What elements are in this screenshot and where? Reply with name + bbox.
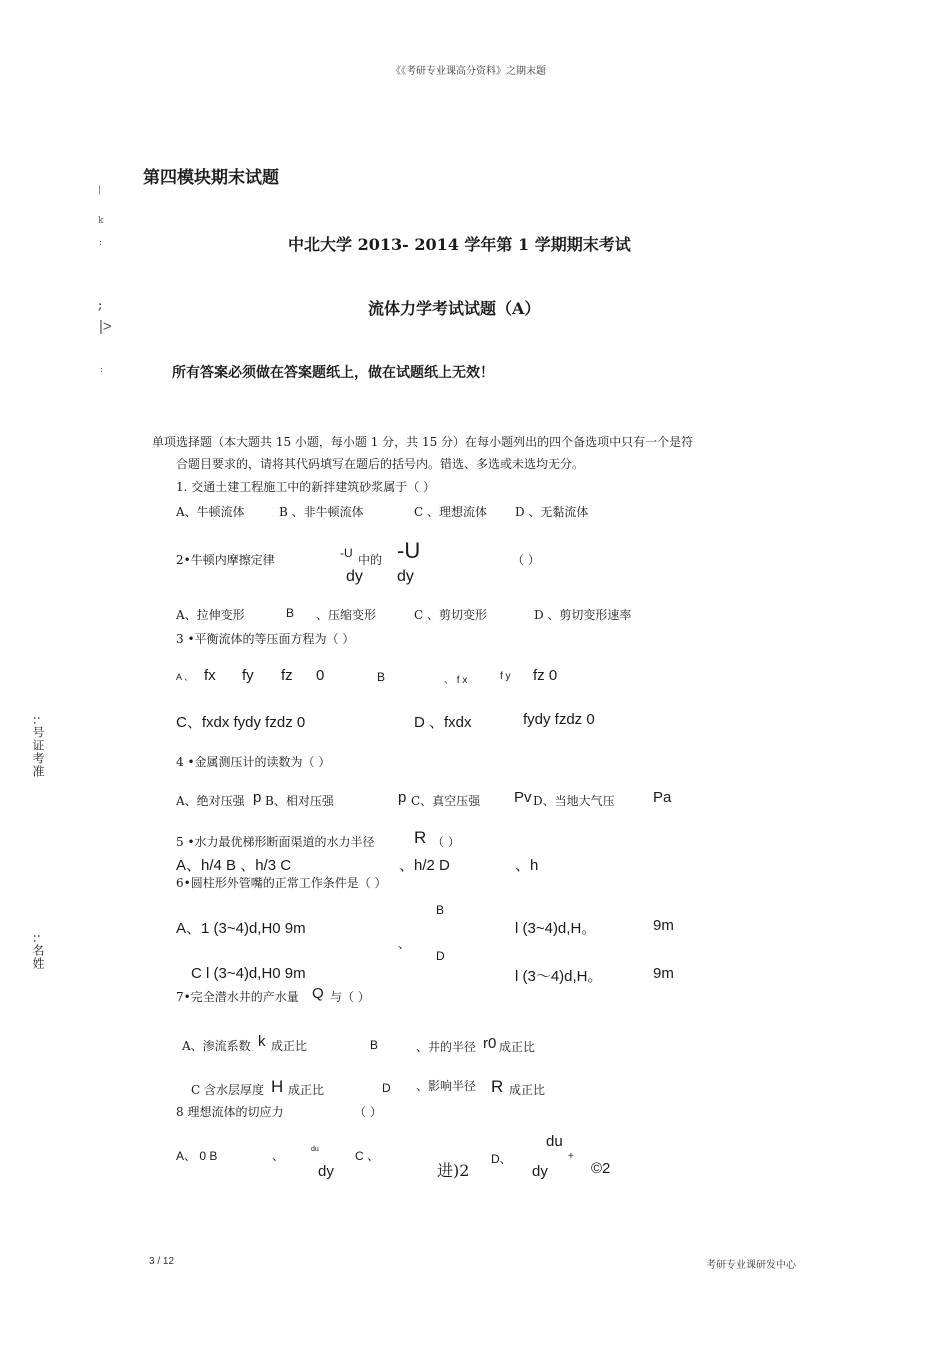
q3-option-c: C、fxdx fydy fzdz 0 xyxy=(176,714,306,731)
q3-a-fz: fz xyxy=(281,667,293,684)
q6-separator: 、 xyxy=(398,937,411,951)
q2-answer-paren: （ ） xyxy=(512,553,540,567)
q7-Q-symbol: Q xyxy=(312,985,324,1002)
q8-d-denominator: dy xyxy=(532,1163,548,1180)
question-8: 8 理想流体的切应力 xyxy=(176,1105,284,1119)
binding-mark: ; xyxy=(98,298,103,313)
q4-option-a: A、绝对压强 xyxy=(176,794,245,808)
q3-option-d: fydy fzdz 0 xyxy=(523,711,595,728)
q3-b-fx: 、 f x xyxy=(444,675,468,686)
q6-option-d-tail: 9m xyxy=(653,965,674,982)
q6-option-b-label: B xyxy=(436,903,445,917)
q7-text-tail: 与（ ） xyxy=(330,990,370,1004)
q3-a-fy: fy xyxy=(242,667,254,684)
page-number: 3 / 12 xyxy=(149,1256,175,1267)
q3-a-zero: 0 xyxy=(316,667,325,684)
q3-a-fx: fx xyxy=(204,667,216,684)
q4-pv-symbol: Pv xyxy=(514,789,532,806)
q7-R-symbol: R xyxy=(491,1077,504,1096)
q2-option-b: 、压缩变形 xyxy=(316,608,377,622)
q7-option-a: A、渗流系数 xyxy=(182,1039,251,1053)
name-label: :.名姓 xyxy=(31,934,45,970)
running-header: 《《考研专业课高分资料》之期末题 xyxy=(391,66,546,77)
q1-option-c: C 、理想流体 xyxy=(414,505,487,519)
question-4: 4 •金属测压计的读数为（ ） xyxy=(176,755,331,769)
q8-option-ab: A、 0 B xyxy=(176,1149,218,1163)
binding-mark: k xyxy=(98,216,104,226)
q5-option-d: 、h xyxy=(515,857,539,874)
q8-plus: + xyxy=(568,1151,574,1162)
q4-p-symbol-2: p xyxy=(398,789,407,806)
footer-org: 考研专业课研发中心 xyxy=(706,1260,796,1271)
q2-option-b-label: B xyxy=(286,606,295,620)
question-6: 6•圆柱形外管嘴的正常工作条件是（ ） xyxy=(176,876,387,890)
q2-option-d: D 、剪切变形速率 xyxy=(534,608,632,622)
q4-option-d: D、当地大气压 xyxy=(533,794,615,808)
q7-option-c-tail: 成正比 xyxy=(288,1083,325,1097)
q7-option-d-tail: 成正比 xyxy=(509,1083,546,1097)
question-3: 3 •平衡流体的等压面方程为（ ） xyxy=(176,632,355,646)
section-instructions-line2: 合题目要求的，请将其代码填写在题后的括号内。错选、多选或未选均无分。 xyxy=(176,457,585,471)
q8-option-c: 进)2 xyxy=(437,1161,470,1180)
q1-option-b: B 、非牛顿流体 xyxy=(279,505,364,519)
q7-option-c: C 含水层厚度 xyxy=(191,1083,264,1097)
q4-option-b: B、相对压强 xyxy=(265,794,334,808)
q4-p-symbol: p xyxy=(253,789,262,806)
section-instructions-line1: 单项选择题（本大题共 15 小题，每小题 1 分，共 15 分）在每小题列出的四个备选项中只有一个是符 xyxy=(152,435,694,449)
paper-title: 流体力学考试试题（A） xyxy=(368,299,541,318)
q8-b-numerator: du xyxy=(311,1146,319,1153)
binding-mark: : xyxy=(100,365,104,375)
q6-option-a: A、1 (3~4)d,H0 9m xyxy=(176,920,306,937)
notice: 所有答案必须做在答案题纸上，做在试题纸上无效！ xyxy=(172,365,494,381)
q7-option-a-tail: 成正比 xyxy=(271,1039,308,1053)
q7-option-d: 、影响半径 xyxy=(416,1079,477,1093)
q2-mid-text: 中的 xyxy=(358,553,383,567)
q6-option-b: l (3~4)d,H。 xyxy=(515,920,597,937)
q7-option-b-tail: 成正比 xyxy=(499,1040,536,1054)
q8-separator: 、 xyxy=(272,1149,285,1163)
q3-b-fy: f y xyxy=(500,671,511,682)
binding-mark: | xyxy=(98,185,102,195)
q7-option-b-label: B xyxy=(370,1038,379,1052)
exam-title: 中北大学 2013- 2014 学年第 1 学期期末考试 xyxy=(288,235,631,254)
q5-R-symbol: R xyxy=(414,828,427,847)
question-7: 7•完全潜水井的产水量 xyxy=(176,990,299,1004)
q7-r0-symbol: r0 xyxy=(483,1035,497,1052)
q3-option-d-label: D 、fxdx xyxy=(414,714,472,731)
q8-option-c-label: C 、 xyxy=(355,1149,380,1163)
q4-pa-symbol: Pa xyxy=(653,789,672,806)
exam-id-label: :.号证考准 xyxy=(31,716,45,778)
q1-option-a: A、牛顿流体 xyxy=(176,505,245,519)
q2-option-c: C 、剪切变形 xyxy=(414,608,487,622)
q2-fraction-1-num: -U xyxy=(340,546,353,560)
q7-k-symbol: k xyxy=(258,1033,266,1050)
q3-option-a-label: A 、 xyxy=(176,672,194,682)
q2-fraction-2-den: dy xyxy=(397,568,414,585)
q6-option-d: l (3〜4)d,H。 xyxy=(515,968,603,985)
q8-option-d-label: D、 xyxy=(491,1152,512,1166)
q5-option-c: 、h/2 D xyxy=(399,857,450,874)
q3-option-b-label: B xyxy=(377,670,386,684)
q8-b-denominator: dy xyxy=(318,1163,334,1180)
q2-fraction-1-den: dy xyxy=(346,568,363,585)
module-title: 第四模块期末试题 xyxy=(143,168,279,188)
q6-option-d-label: D xyxy=(436,949,445,963)
q1-option-d: D 、无黏流体 xyxy=(515,505,589,519)
q7-H-symbol: H xyxy=(271,1077,284,1096)
q3-b-fz: fz 0 xyxy=(533,667,558,684)
q2-fraction-2-num: -U xyxy=(397,538,421,563)
q8-d-tail: ©2 xyxy=(591,1160,611,1177)
q5-answer-paren: （ ） xyxy=(432,835,460,849)
q5-options-ab: A、h/4 B 、h/3 C xyxy=(176,857,292,874)
q6-option-b-tail: 9m xyxy=(653,917,674,934)
question-2: 2•牛顿内摩擦定律 xyxy=(176,553,275,567)
q8-answer-paren: （ ） xyxy=(354,1105,382,1119)
q2-option-a: A、拉伸变形 xyxy=(176,608,245,622)
q7-option-b: 、井的半径 xyxy=(416,1040,477,1054)
binding-mark: : xyxy=(99,238,103,248)
binding-mark: |> xyxy=(99,318,112,335)
question-5: 5 •水力最优梯形断面渠道的水力半径 xyxy=(176,835,375,849)
q7-option-d-label: D xyxy=(382,1081,391,1095)
q6-option-c: C l (3~4)d,H0 9m xyxy=(191,965,306,982)
q4-option-c: C、真空压强 xyxy=(411,794,481,808)
question-1: 1. 交通土建工程施工中的新拌建筑砂浆属于（ ） xyxy=(176,480,436,494)
q8-d-numerator: du xyxy=(546,1133,563,1150)
